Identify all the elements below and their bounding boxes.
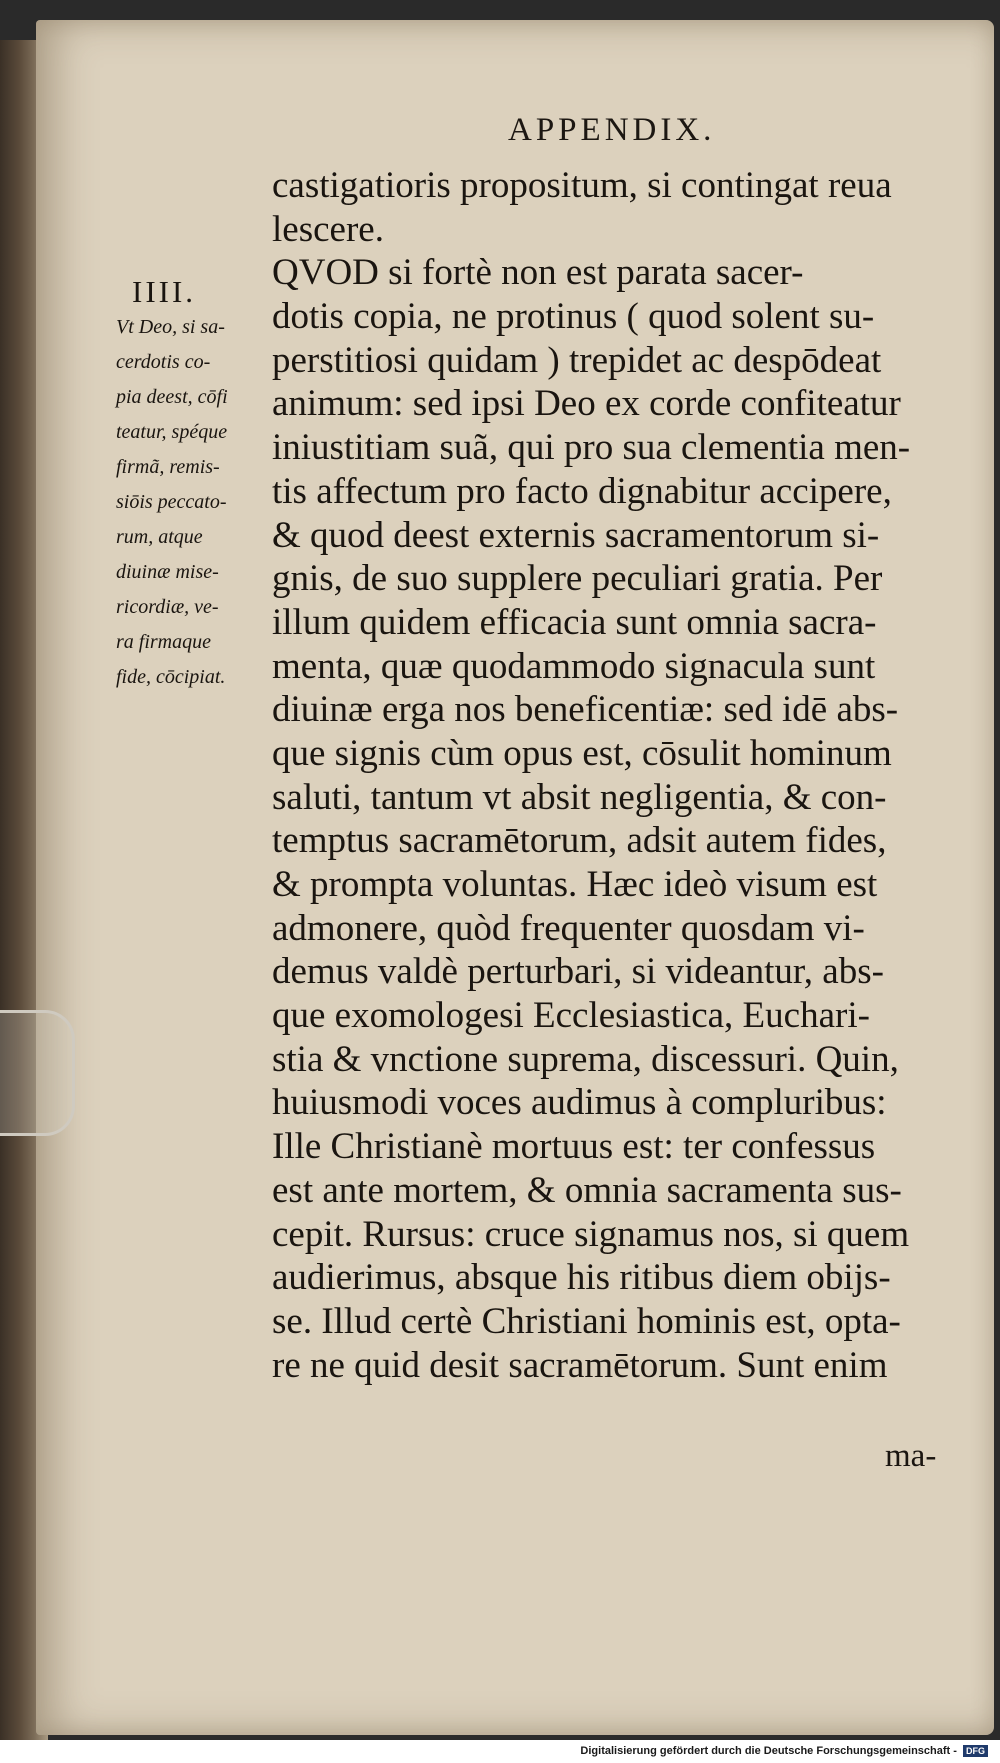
text-line: illum quidem efficacia sunt omnia sacra- — [272, 601, 877, 643]
text-line: re ne quid desit sacramētorum. Sunt enim — [272, 1344, 888, 1386]
text-line: se. Illud certè Christiani hominis est, opta- — [272, 1300, 901, 1342]
text-line: lescere. — [272, 208, 384, 250]
running-head: APPENDIX. — [508, 112, 716, 148]
marginal-line: ricordiæ, ve- — [116, 596, 219, 618]
text-line: stia & vnctione suprema, discessuri. Quin, — [272, 1038, 899, 1080]
text-line: est ante mortem, & omnia sacramenta sus- — [272, 1169, 902, 1211]
text-line: menta, quæ quodammodo signacula sunt — [272, 645, 876, 687]
body-text — [272, 164, 962, 1387]
text-line: temptus sacramētorum, adsit autem fides, — [272, 820, 887, 862]
marginal-line: siōis peccato- — [116, 491, 227, 513]
dfg-logo-icon: DFG — [963, 1745, 988, 1757]
marginal-line: firmã, remis- — [116, 456, 220, 478]
text-line: castigatioris propositum, si contingat reua — [272, 165, 892, 206]
digitization-credit — [580, 1745, 988, 1757]
text-line: tis affectum pro facto dignabitur accipere, — [272, 470, 892, 512]
text-line: & prompta voluntas. Hæc ideò visum est — [272, 864, 878, 905]
book-clasp — [0, 1010, 75, 1136]
section-number: IIII. — [132, 274, 197, 309]
text-line: cepit. Rursus: cruce signamus nos, si quem — [272, 1213, 910, 1255]
text-line: QVOD si fortè non est parata sacer- — [272, 252, 804, 294]
marginal-note — [116, 310, 276, 695]
marginal-line: fide, cōcipiat. — [116, 666, 226, 688]
text-line: huiusmodi voces audimus à compluribus: — [272, 1082, 887, 1124]
text-line: admonere, quòd frequenter quosdam vi- — [272, 907, 865, 949]
text-line: que signis cùm opus est, cōsulit hominum — [272, 732, 892, 774]
marginal-line: ra firmaque — [116, 631, 211, 653]
text-line: Ille Christianè mortuus est: ter confessus — [272, 1126, 876, 1168]
text-line: dotis copia, ne protinus ( quod solent su- — [272, 296, 875, 338]
text-line: gnis, de suo supplere peculiari gratia. Per — [272, 558, 883, 600]
text-line: iniustitiam suã, qui pro sua clementia men- — [272, 427, 911, 469]
marginal-line: rum, atque — [116, 526, 203, 548]
marginal-line: pia deest, cōfi — [116, 386, 228, 408]
text-line: & quod deest externis sacramentorum si- — [272, 514, 880, 556]
text-line: perstitiosi quidam ) trepidet ac despōdeat — [272, 339, 882, 381]
marginal-line: cerdotis co- — [116, 351, 211, 373]
catchword: ma- — [885, 1438, 937, 1474]
credit-text: Digitalisierung gefördert durch die Deutsche Forschungsgemeinschaft - — [580, 1745, 957, 1757]
text-line: audierimus, absque his ritibus diem obijs- — [272, 1257, 891, 1299]
text-line: demus valdè perturbari, si videantur, abs- — [272, 951, 884, 993]
text-line: saluti, tantum vt absit negligentia, & con- — [272, 776, 887, 818]
text-line: diuinæ erga nos beneficentiæ: sed idē abs- — [272, 689, 899, 731]
marginal-line: Vt Deo, si sa- — [116, 316, 225, 338]
marginal-line: diuinæ mise- — [116, 561, 219, 583]
marginal-line: teatur, spéque — [116, 421, 228, 443]
text-line: que exomologesi Ecclesiastica, Euchari- — [272, 995, 870, 1037]
text-line: animum: sed ipsi Deo ex corde confiteatur — [272, 383, 901, 425]
